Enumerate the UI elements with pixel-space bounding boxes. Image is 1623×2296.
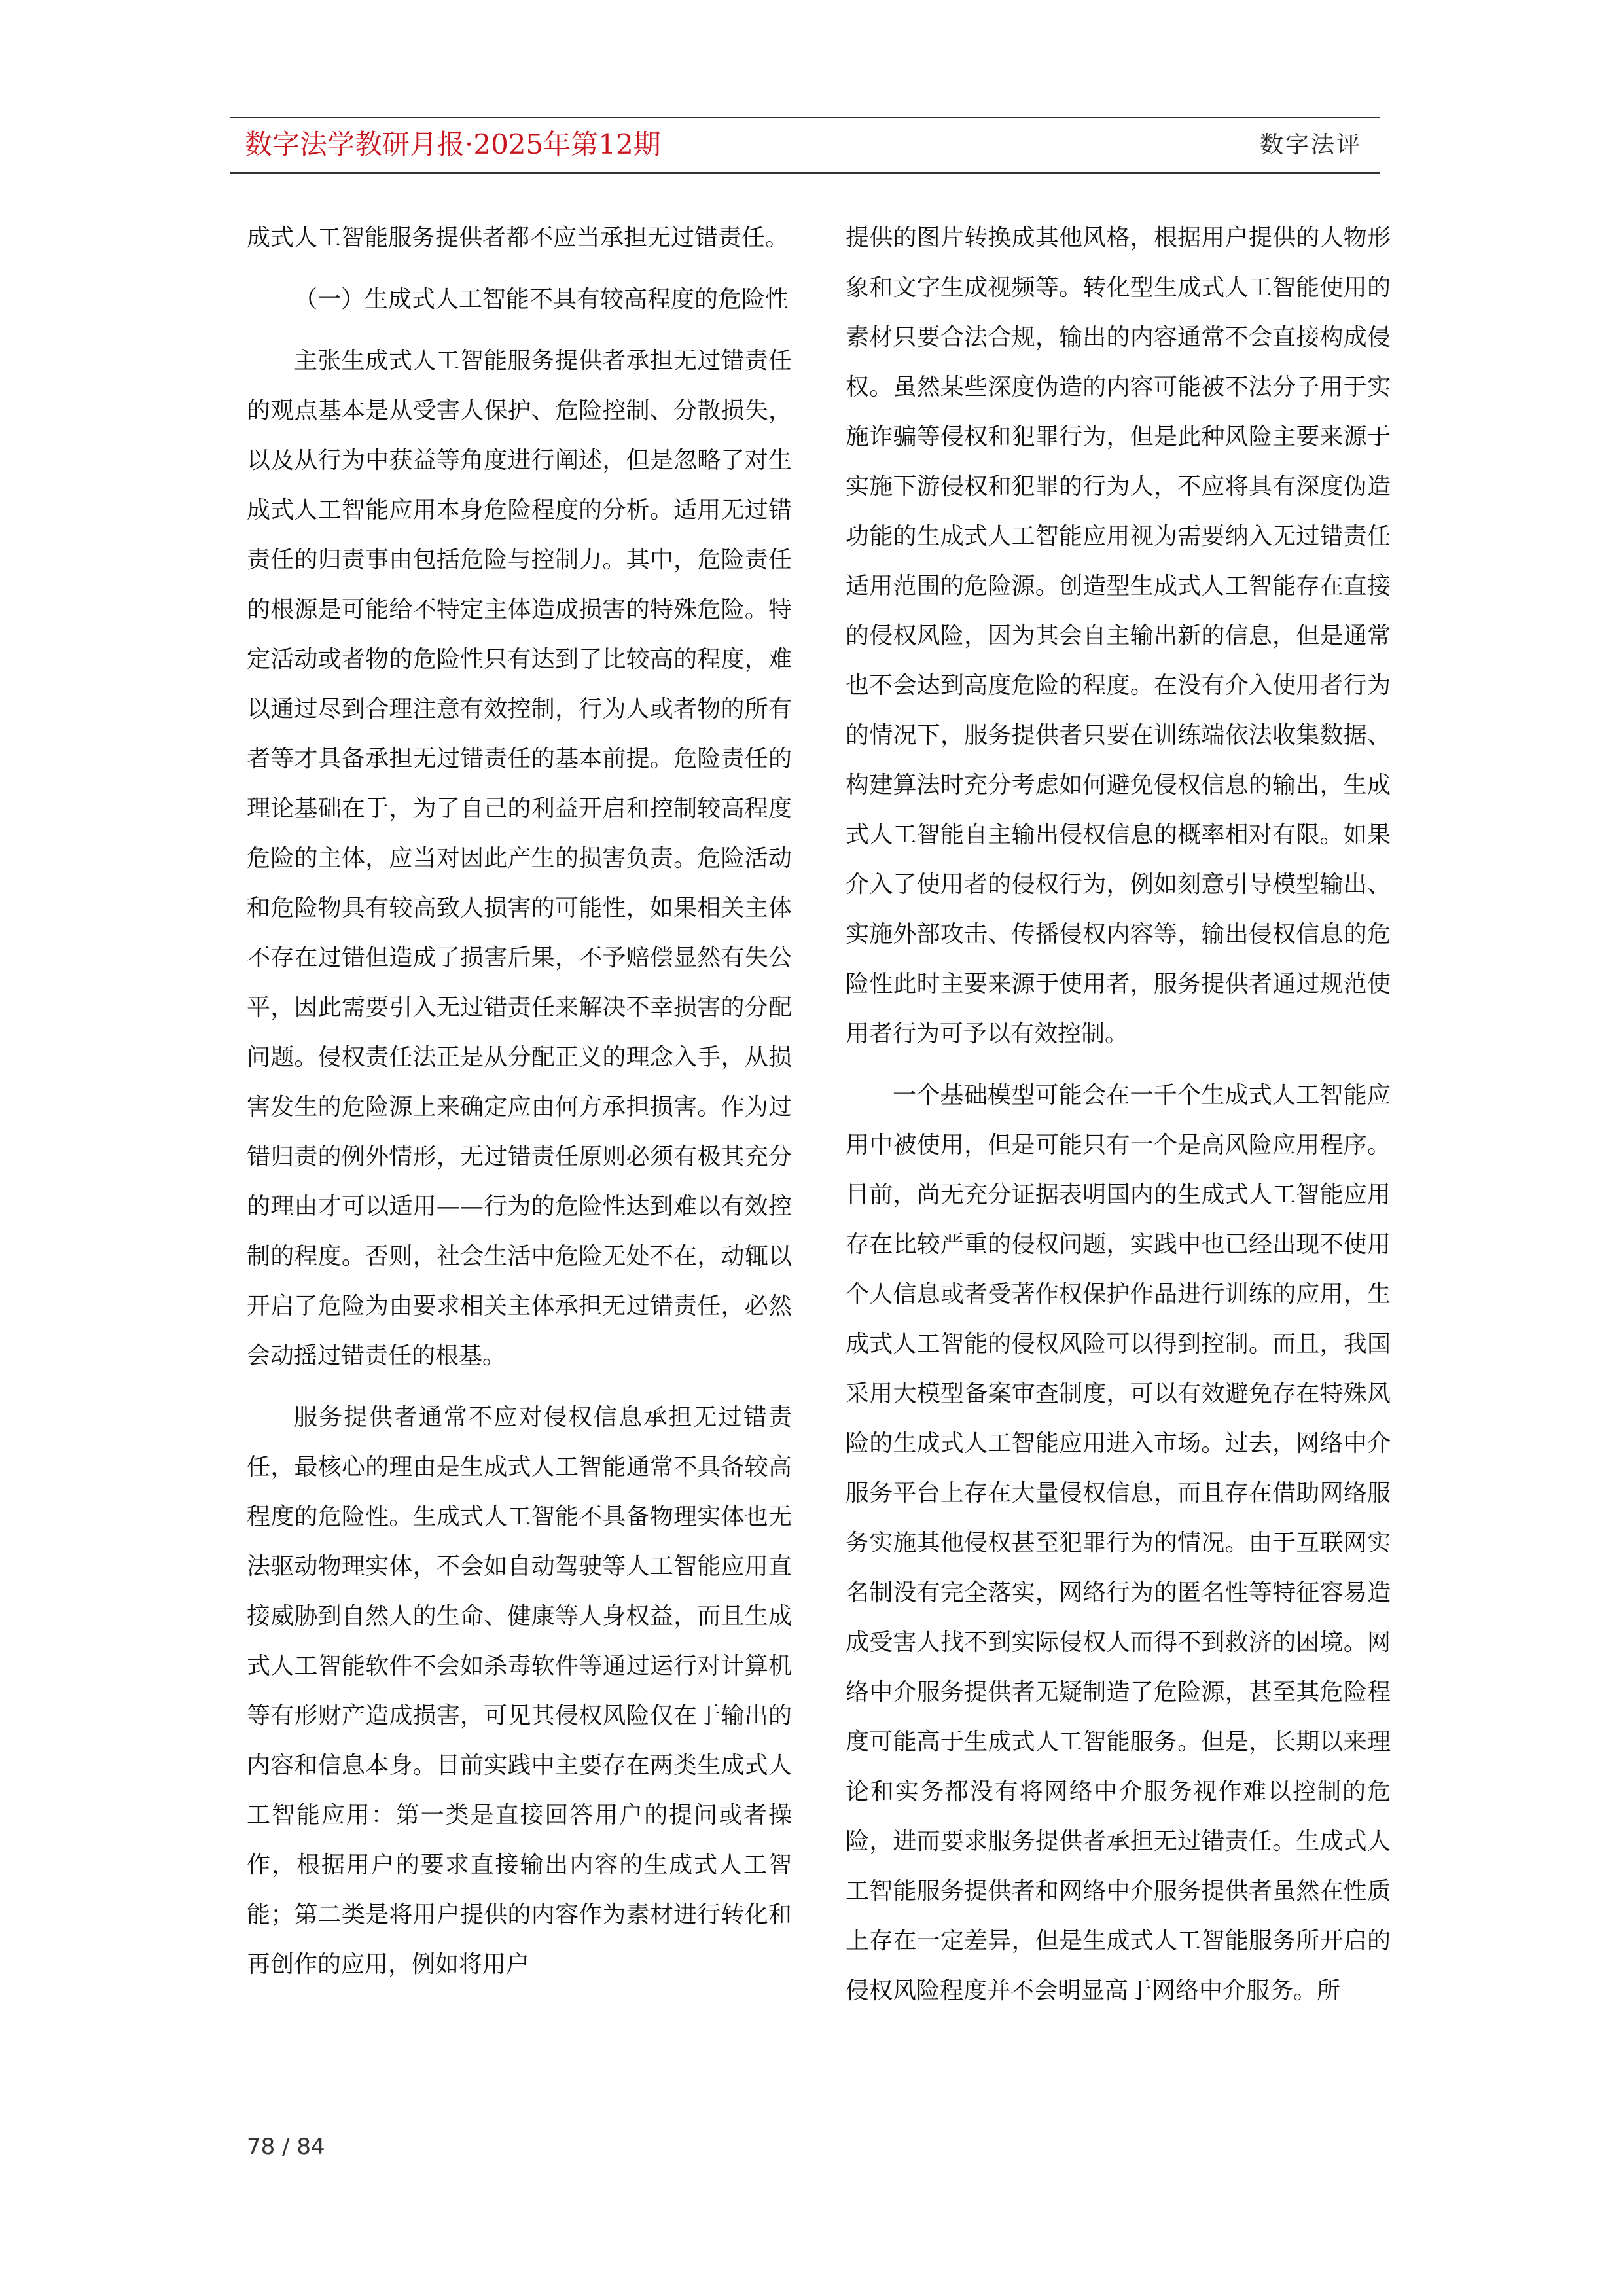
paragraph: 服务提供者通常不应对侵权信息承担无过错责任，最核心的理由是生成式人工智能通常不具备较高程度的危险性。生成式人工智能不具备物理实体也无法驱动物理实体，不会如自动驾驶等人工智能应用直接威胁到自然人的生命、健康等人身权益，而且生成式人工智能软件不会如杀毒软件等通过运行对计算机等有形财产造成损害，可见其侵权风险仅在于输出的内容和信息本身。目前实践中主要存在两类生成式人工智能应用：第一类是直接回答用户的提问或者操作，根据用户的要求直接输出内容的生成式人工智能；第二类是将用户提供的内容作为素材进行转化和再创作的应用，例如将用户 xyxy=(247,1404,792,1978)
right-column xyxy=(846,213,1391,2016)
page-number: 78 / 84 xyxy=(247,2134,325,2160)
subsection-heading: （一）生成式人工智能不具有较高程度的危险性 xyxy=(294,286,789,313)
page-header xyxy=(230,117,1380,174)
left-column xyxy=(247,213,792,1990)
paragraph: 一个基础模型可能会在一千个生成式人工智能应用中被使用，但是可能只有一个是高风险应用程序。目前，尚无充分证据表明国内的生成式人工智能应用存在比较严重的侵权问题，实践中也已经出现不使用个人信息或者受著作权保护作品进行训练的应用，生成式人工智能的侵权风险可以得到控制。而且，我国采用大模型备案审查制度，可以有效避免存在特殊风险的生成式人工智能应用进入市场。过去，网络中介服务平台上存在大量侵权信息，而且存在借助网络服务实施其他侵权甚至犯罪行为的情况。由于互联网实名制没有完全落实，网络行为的匿名性等特征容易造成受害人找不到实际侵权人而得不到救济的困境。网络中介服务提供者无疑制造了危险源，甚至其危险程度可能高于生成式人工智能服务。但是，长期以来理论和实务都没有将网络中介服务视作难以控制的危险，进而要求服务提供者承担无过错责任。生成式人工智能服务提供者和网络中介服务提供者虽然在性质上存在一定差异，但是生成式人工智能服务所开启的侵权风险程度并不会明显高于网络中介服务。所 xyxy=(846,1082,1391,2004)
paragraph: 主张生成式人工智能服务提供者承担无过错责任的观点基本是从受害人保护、危险控制、分散损失，以及从行为中获益等角度进行阐述，但是忽略了对生成式人工智能应用本身危险程度的分析。适用无过错责任的归责事由包括危险与控制力。其中，危险责任的根源是可能给不特定主体造成损害的特殊危险。特定活动或者物的危险性只有达到了比较高的程度，难以通过尽到合理注意有效控制，行为人或者物的所有者等才具备承担无过错责任的基本前提。危险责任的理论基础在于，为了自己的利益开启和控制较高程度危险的主体，应当对因此产生的损害负责。危险活动和危险物具有较高致人损害的可能性，如果相关主体不存在过错但造成了损害后果，不予赔偿显然有失公平，因此需要引入无过错责任来解决不幸损害的分配问题。侵权责任法正是从分配正义的理念入手，从损害发生的危险源上来确定应由何方承担损害。作为过错归责的例外情形，无过错责任原则必须有极其充分的理由才可以适用——行为的危险性达到难以有效控制的程度。否则，社会生活中危险无处不在，动辄以开启了危险为由要求相关主体承担无过错责任，必然会动摇过错责任的根基。 xyxy=(247,348,792,1369)
section-title: 数字法评 xyxy=(1259,132,1362,158)
paragraph: 提供的图片转换成其他风格，根据用户提供的人物形象和文字生成视频等。转化型生成式人工智能使用的素材只要合法合规，输出的内容通常不会直接构成侵权。虽然某些深度伪造的内容可能被不法分子用于实施诈骗等侵权和犯罪行为，但是此种风险主要来源于实施下游侵权和犯罪的行为人，不应将具有深度伪造功能的生成式人工智能应用视为需要纳入无过错责任适用范围的危险源。创造型生成式人工智能存在直接的侵权风险，因为其会自主输出新的信息，但是通常也不会达到高度危险的程度。在没有介入使用者行为的情况下，服务提供者只要在训练端依法收集数据、构建算法时充分考虑如何避免侵权信息的输出，生成式人工智能自主输出侵权信息的概率相对有限。如果介入了使用者的侵权行为，例如刻意引导模型输出、实施外部攻击、传播侵权内容等，输出侵权信息的危险性此时主要来源于使用者，服务提供者通过规范使用者行为可予以有效控制。 xyxy=(846,224,1391,1047)
journal-title: 数字法学教研月报·2025年第12期 xyxy=(245,128,661,160)
paragraph: 成式人工智能服务提供者都不应当承担无过错责任。 xyxy=(247,224,789,251)
